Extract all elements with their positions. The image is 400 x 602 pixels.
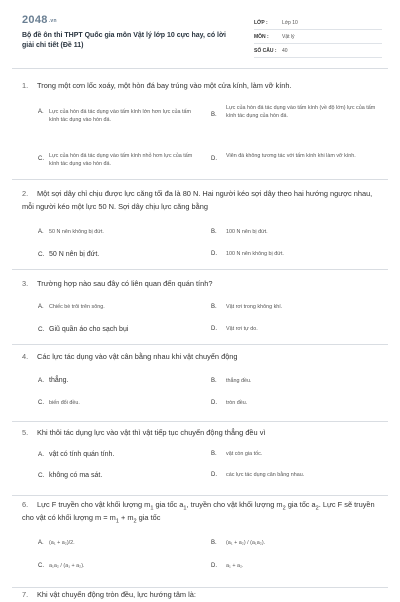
answer-option[interactable]	[211, 540, 371, 548]
question-block	[12, 495, 388, 588]
option-letter: D.	[211, 156, 217, 162]
answer-option[interactable]	[38, 400, 198, 408]
option-letter: A.	[38, 540, 44, 546]
option-letter: B.	[211, 540, 217, 546]
option-text: 50 N nên bị đứt.	[49, 251, 100, 258]
option-letter: B.	[211, 378, 217, 384]
answer-option[interactable]	[211, 451, 371, 459]
question-text	[22, 278, 377, 291]
option-text: Viên đá không tương tác với tấm kính khi làm vỡ kính.	[226, 153, 356, 159]
option-text: a₁ + a₂.	[226, 563, 244, 569]
question-number: 4.	[22, 352, 29, 361]
option-text: 100 N nên bị đứt.	[226, 229, 268, 235]
question-text	[22, 427, 377, 440]
question-text	[22, 188, 377, 213]
option-text: (a₁ + a₂) / (a₁a₂).	[226, 540, 266, 546]
option-letter: C.	[38, 251, 45, 258]
option-letter: A.	[38, 229, 44, 235]
option-letter: B.	[211, 451, 217, 457]
answer-option[interactable]	[38, 540, 198, 548]
option-text: (a₁ + a₂)/2.	[49, 540, 75, 546]
meta-value: 40	[282, 47, 288, 54]
option-text: a₁a₂ / (a₁ + a₂).	[49, 563, 85, 569]
question-block	[12, 269, 388, 345]
option-text: tròn đều.	[226, 400, 248, 406]
document-header	[22, 14, 382, 56]
option-letter: B.	[211, 112, 217, 118]
question-number: 6.	[22, 500, 29, 509]
answer-option[interactable]	[38, 250, 198, 259]
answer-option[interactable]	[211, 326, 371, 334]
option-text: vật còn gia tốc.	[226, 451, 263, 457]
answer-option[interactable]	[38, 450, 198, 459]
question-text	[22, 80, 377, 93]
option-letter: C.	[38, 472, 45, 479]
answer-option[interactable]	[38, 376, 198, 385]
answer-option[interactable]	[211, 251, 371, 259]
answer-option[interactable]	[211, 105, 379, 120]
answer-option[interactable]	[211, 229, 371, 237]
option-letter: C.	[38, 326, 45, 333]
question-block	[12, 344, 388, 422]
option-text: vật có tính quán tính.	[49, 451, 115, 458]
meta-value: Lớp 10	[282, 19, 298, 26]
option-letter: A.	[38, 451, 45, 458]
question-block	[12, 179, 388, 270]
option-text: Lực của hòn đá tác dụng vào tấm kính (về độ lớn) lực của tấm kính tác dụng của hòn đá.	[226, 105, 376, 119]
answer-option[interactable]	[211, 400, 371, 408]
answer-option[interactable]	[211, 304, 371, 312]
question-number: 1.	[22, 81, 29, 90]
question-body: Trường hợp nào sau đây có liên quan đến quán tính?	[37, 279, 213, 288]
meta-row-subject	[254, 30, 382, 44]
option-letter: A.	[38, 377, 45, 384]
question-number: 5.	[22, 428, 29, 437]
meta-key: MÔN :	[254, 33, 269, 40]
option-text: không có ma sát.	[49, 472, 103, 479]
question-block	[12, 421, 388, 496]
option-text: 100 N nên không bị đứt.	[226, 251, 284, 257]
option-text: biến đổi đều.	[49, 400, 80, 406]
document-title: Bộ đề ôn thi THPT Quốc gia môn Vật lý lớp 10 cực hay, có lời giải chi tiết (Đề 11)	[22, 32, 226, 49]
meta-value: Vật lý	[282, 33, 295, 40]
option-letter: C.	[38, 400, 44, 406]
meta-row-count	[254, 44, 382, 58]
question-block	[12, 69, 388, 180]
question-number: 2.	[22, 189, 29, 198]
question-text	[22, 351, 377, 364]
question-number: 3.	[22, 279, 29, 288]
option-letter: D.	[211, 472, 217, 478]
option-text: thẳng đều.	[226, 378, 252, 384]
answer-option[interactable]	[38, 471, 198, 480]
question-body: Khi thôi tác dụng lực vào vật thì vật tiếp tục chuyển động thẳng đều vì	[37, 428, 266, 437]
option-letter: A.	[38, 109, 44, 115]
answer-option[interactable]	[211, 378, 371, 386]
option-letter: C.	[38, 563, 44, 569]
meta-key: LỚP :	[254, 19, 268, 26]
answer-option[interactable]	[38, 109, 198, 124]
answer-option[interactable]	[211, 472, 379, 480]
meta-key: SỐ CÂU :	[254, 47, 277, 54]
option-letter: D.	[211, 251, 217, 257]
option-text: Vật rơi trong không khí.	[226, 304, 283, 310]
option-text: Chiếc bè trôi trên sông.	[49, 304, 105, 310]
meta-table	[254, 16, 382, 58]
answer-option[interactable]	[211, 153, 379, 161]
answer-option[interactable]	[38, 153, 198, 168]
option-letter: B.	[211, 304, 217, 310]
question-body: Các lực tác dụng vào vật cân bằng nhau khi vật chuyển động	[37, 352, 238, 361]
option-text: Giũ quần áo cho sạch bụi	[49, 326, 129, 333]
answer-option[interactable]	[38, 563, 198, 571]
answer-option[interactable]	[211, 563, 371, 571]
question-body: Khi vật chuyển động tròn đều, lực hướng tâm là:	[37, 590, 196, 599]
question-body: Lực F truyền cho vật khối lượng $m_1$ gia tốc $a_1$, truyền cho vật khối lượng $m_2$ gia tốc $a_2$. Lực F sẽ truyền cho vật có khối lượng $m = m_1 + m_2$ gia tốc	[22, 500, 375, 524]
logo-text: 2048	[22, 14, 48, 26]
option-letter: D.	[211, 326, 217, 332]
option-letter: C.	[38, 156, 44, 162]
answer-option[interactable]	[38, 304, 198, 312]
question-text	[22, 499, 377, 524]
option-letter: D.	[211, 400, 217, 406]
logo-suffix: .vn	[48, 18, 57, 24]
option-text: Lực của hòn đá tác dụng vào tấm kính lớn hơn lực của tấm kính tác dụng vào hòn đá.	[49, 109, 191, 123]
answer-option[interactable]	[38, 325, 198, 334]
option-text: Vật rơi tự do.	[226, 326, 258, 332]
option-text: các lực tác dụng cân bằng nhau.	[226, 472, 305, 478]
answer-option[interactable]	[38, 229, 198, 237]
question-body: Trong một cơn lốc xoáy, một hòn đá bay trúng vào một cửa kính, làm vỡ kính.	[37, 81, 292, 90]
option-letter: B.	[211, 229, 217, 235]
option-text: thẳng.	[49, 377, 69, 384]
option-text: 50 N nên không bị đứt.	[49, 229, 104, 235]
option-letter: D.	[211, 563, 217, 569]
option-letter: A.	[38, 304, 44, 310]
option-text: Lực của hòn đá tác dụng vào tấm kính nhỏ hơn lực của tấm kính tác dụng vào hòn đá.	[49, 153, 193, 167]
meta-row-class	[254, 16, 382, 30]
question-number: 7.	[22, 590, 29, 599]
question-body: Một sợi dây chỉ chịu được lực căng tối đa là 80 N. Hai người kéo sợi dây theo hai hướng ngược nhau, mỗi người kéo một lực 50 N. Sợi dây chịu lực căng bằng	[22, 189, 373, 211]
